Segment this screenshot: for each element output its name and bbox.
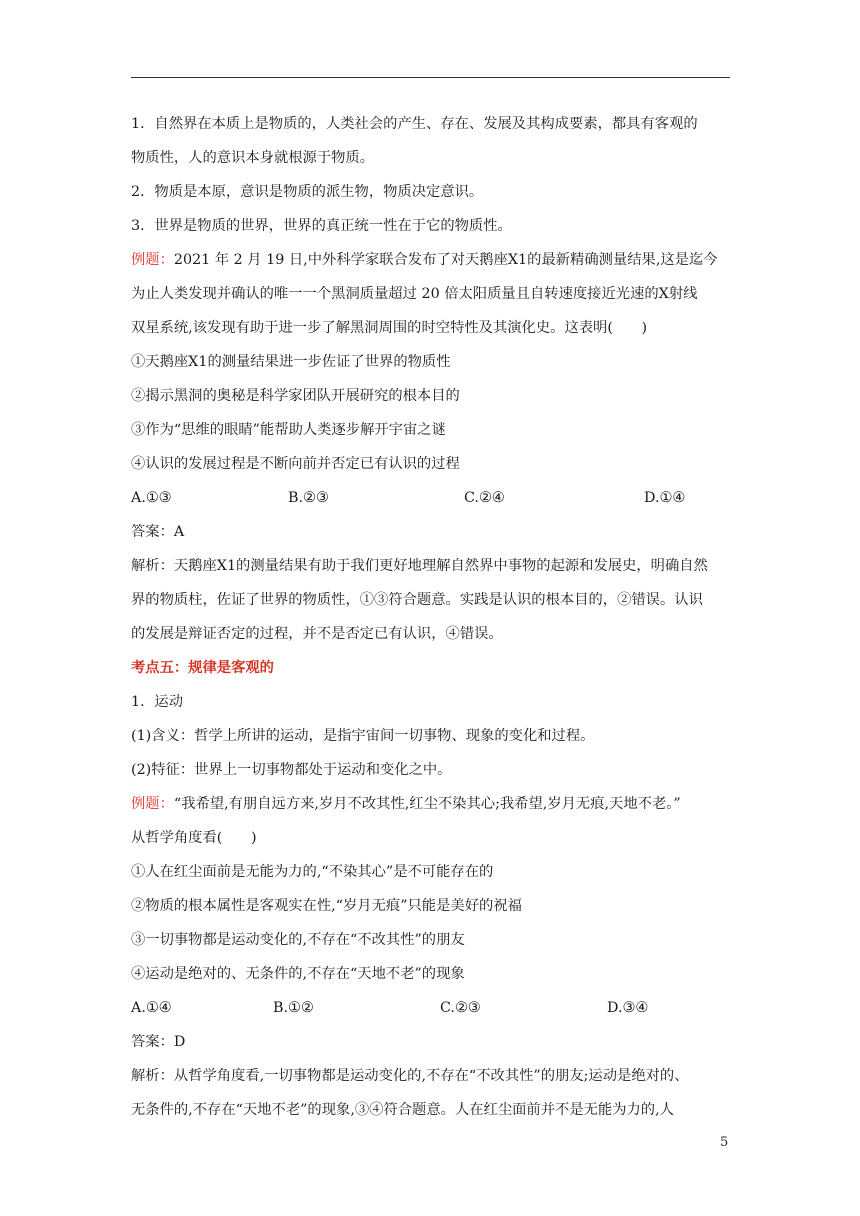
text-line: (2)特征：世界上一切事物都处于运动和变化之中。 [131, 762, 452, 778]
option-d: D.③④ [607, 1000, 649, 1016]
example-2-item: ②物质的根本属性是客观实在性,“岁月无痕”只能是美好的祝福 [131, 898, 522, 914]
text-line: 1．自然界在本质上是物质的，人类社会的产生、存在、发展及其构成要素，都具有客观的 [131, 116, 698, 132]
example-1-item: ①天鹅座X1的测量结果进一步佐证了世界的物质性 [131, 354, 451, 370]
example-1-item: ②揭示黑洞的奥秘是科学家团队开展研究的根本目的 [131, 388, 460, 404]
example-2-stem-cont: 从哲学角度看( ) [131, 830, 257, 846]
text-line: (1)含义：哲学上所讲的运动，是指宇宙间一切事物、现象的变化和过程。 [131, 728, 595, 744]
header-rule [131, 77, 730, 78]
example-1-item: ④认识的发展过程是不断向前并否定已有认识的过程 [131, 456, 460, 472]
example-1-analysis: 界的物质柱，佐证了世界的物质性，①③符合题意。实践是认识的根本目的，②错误。认识 [131, 592, 703, 608]
example-1-stem: 例题：2021 年 2 月 19 日,中外科学家联合发布了对天鹅座X1的最新精确测量结果,这是迄今 [131, 252, 718, 268]
option-b: B.①② [273, 1000, 314, 1016]
example-1-answer: 答案：A [131, 524, 185, 540]
example-label: 例题： [131, 252, 174, 268]
page-content [131, 107, 733, 1127]
text-line: 1．运动 [131, 694, 183, 710]
option-c: C.②③ [440, 1000, 481, 1016]
example-1-item: ③作为“思维的眼睛”能帮助人类逐步解开宇宙之谜 [131, 422, 446, 438]
example-2-stem: 例题：“我希望,有朋自远方来,岁月不改其性,红尘不染其心;我希望,岁月无痕,天地不老。” [131, 796, 681, 812]
option-a: A.①④ [131, 1000, 172, 1016]
section-heading: 考点五：规律是客观的 [131, 660, 274, 676]
example-2-item: ③一切事物都是运动变化的,不存在“不改其性”的朋友 [131, 932, 465, 948]
example-1-stem-cont: 为止人类发现并确认的唯一一个黑洞质量超过 20 倍太阳质量且自转速度接近光速的X射线 [131, 286, 698, 302]
example-2-analysis: 无条件的,不存在“天地不老”的现象,③④符合题意。人在红尘面前并不是无能为力的,人 [131, 1102, 674, 1118]
option-c: C.②④ [464, 490, 505, 506]
page-number: 5 [720, 1135, 729, 1150]
example-2-options [131, 991, 733, 1025]
option-d: D.①④ [644, 490, 686, 506]
example-2-item: ①人在红尘面前是无能为力的,“不染其心”是不可能存在的 [131, 864, 494, 880]
example-label: 例题： [131, 796, 174, 812]
example-1-options [131, 481, 733, 515]
option-b: B.②③ [288, 490, 329, 506]
example-1-analysis: 解析：天鹅座X1的测量结果有助于我们更好地理解自然界中事物的起源和发展史，明确自然 [131, 558, 708, 574]
option-a: A.①③ [131, 490, 172, 506]
example-2-analysis: 解析：从哲学角度看,一切事物都是运动变化的,不存在“不改其性”的朋友;运动是绝对的、 [131, 1068, 689, 1084]
text-line: 物质性，人的意识本身就根源于物质。 [131, 150, 375, 166]
example-2-item: ④运动是绝对的、无条件的,不存在“天地不老”的现象 [131, 966, 465, 982]
text-line: 2．物质是本原，意识是物质的派生物，物质决定意识。 [131, 184, 484, 200]
example-2-answer: 答案：D [131, 1034, 186, 1050]
text-line: 3．世界是物质的世界，世界的真正统一性在于它的物质性。 [131, 218, 512, 234]
example-1-stem-cont: 双星系统,该发现有助于进一步了解黑洞周围的时空特性及其演化史。这表明( ) [131, 320, 648, 336]
example-1-analysis: 的发展是辩证否定的过程，并不是否定已有认识，④错误。 [131, 626, 503, 642]
